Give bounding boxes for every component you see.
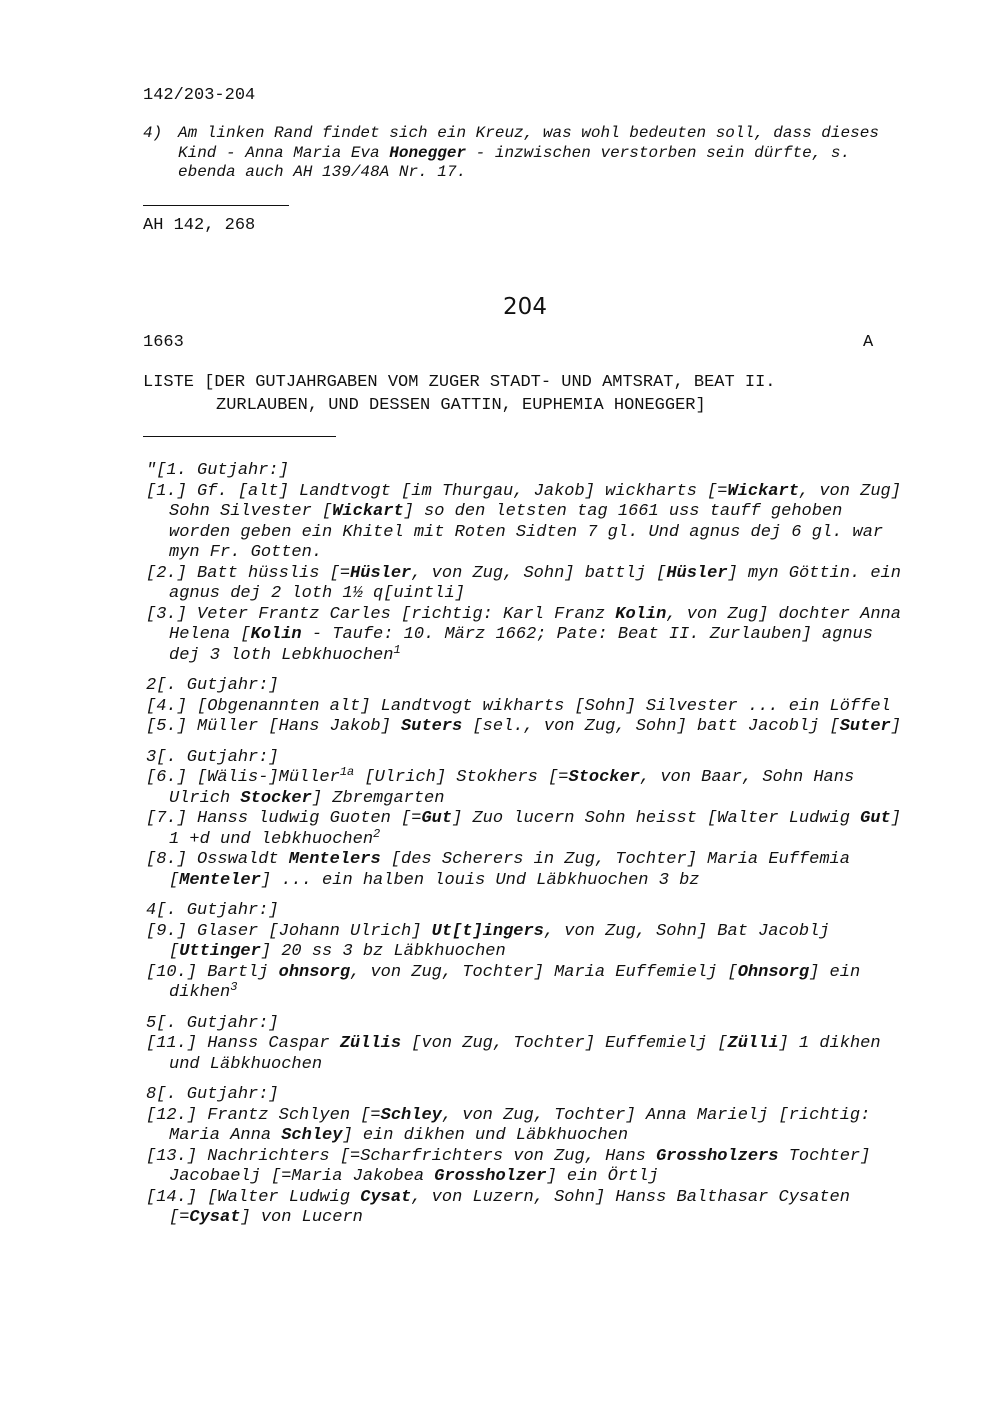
bold-name: Schley bbox=[380, 1105, 442, 1125]
text-run: [von Zug, Tochter] Euffemielj [ bbox=[401, 1034, 728, 1053]
gutjahr-section bbox=[146, 1085, 906, 1229]
bold-name: Uttinger bbox=[179, 942, 261, 961]
text-run: ] so den letsten tag 1661 uss tauff gehoben worden geben ein Khitel mit Roten Sidten 7 gl. Und agnus dej 6 gl. war myn Fr. Gotten. bbox=[169, 502, 884, 562]
bold-name: Grossholzer bbox=[434, 1167, 547, 1186]
text-run: ] ein Örtlj bbox=[546, 1167, 659, 1186]
bold-name: ohnsorg bbox=[278, 962, 351, 982]
footnote-marker: 1 bbox=[393, 642, 401, 657]
text-run: ] Zuo lucern Sohn heisst [Walter Ludwig bbox=[452, 809, 861, 828]
list-entry bbox=[146, 1188, 906, 1229]
text-run: ] Zbremgarten bbox=[311, 788, 445, 808]
text-run: , von Baar, Sohn Hans Ulrich bbox=[169, 768, 855, 808]
list-entry bbox=[146, 809, 906, 850]
section-heading: 5[. Gutjahr:] bbox=[146, 1013, 279, 1033]
text-run: [des Scherers in Zug, Tochter] Maria Euffemia [ bbox=[169, 850, 850, 890]
list-entry bbox=[146, 765, 906, 809]
list-entry bbox=[146, 605, 906, 667]
text-run: - inzwischen verstorben sein dürfte, s. ebenda auch AH 139/48A Nr. 17. bbox=[178, 143, 851, 181]
gutjahr-section bbox=[146, 676, 906, 738]
bold-name: Ut[t]ingers bbox=[431, 921, 544, 941]
text-run: [2.] Batt hüsslis [= bbox=[146, 563, 351, 583]
text-run: ] 20 ss 3 bz Läbkhuochen bbox=[260, 942, 506, 961]
text-run: , von Luzern, Sohn] Hanss Balthasar Cysaten [= bbox=[169, 1187, 850, 1227]
bold-name: Kolin bbox=[615, 604, 667, 624]
text-run: ] von Lucern bbox=[240, 1208, 363, 1227]
list-entry bbox=[146, 1106, 906, 1147]
section-heading: "[1. Gutjahr:] bbox=[146, 461, 289, 480]
footnote-marker: 3 bbox=[230, 980, 238, 994]
footnote-divider bbox=[143, 205, 289, 206]
section-heading: 4[. Gutjahr:] bbox=[146, 901, 279, 920]
gutjahr-section bbox=[146, 461, 906, 666]
text-run: [6.] [Wälis-]Müller bbox=[146, 768, 340, 787]
text-run: Am linken Rand findet sich ein Kreuz, was wohl bedeuten soll, dass dieses Kind - Anna Maria Eva bbox=[178, 124, 879, 162]
text-run: [4.] [Obgenannten alt] Landtvogt wikharts [Sohn] Silvester ... ein Löffel bbox=[146, 696, 891, 716]
text-run: [Ulrich] Stokhers [= bbox=[354, 768, 569, 787]
text-run: [9.] Glaser [Johann Ulrich] bbox=[146, 921, 432, 941]
title-divider bbox=[143, 436, 336, 437]
list-entry bbox=[146, 963, 906, 1004]
document-letter: A bbox=[863, 333, 874, 352]
bold-name: Schley bbox=[281, 1126, 343, 1145]
list-entry bbox=[146, 697, 906, 718]
list-entry bbox=[146, 482, 906, 564]
text-run: , von Zug, Sohn] Bat Jacoblj [ bbox=[169, 921, 830, 961]
text-run: , von Zug] Sohn Silvester [ bbox=[169, 481, 901, 521]
text-run: ] bbox=[890, 717, 901, 736]
gutjahr-section bbox=[146, 1014, 906, 1076]
text-run: , von Zug, Tochter] Anna Marielj [richtig: Maria Anna bbox=[169, 1105, 871, 1145]
source-reference: AH 142, 268 bbox=[143, 216, 256, 235]
bold-name: Hüsler bbox=[666, 563, 728, 583]
text-run: ] myn Göttin. ein agnus dej 2 loth 1½ q[uintli] bbox=[169, 563, 901, 603]
text-run: [12.] Frantz Schlyen [= bbox=[146, 1105, 381, 1125]
text-run: [5.] Müller [Hans Jakob] bbox=[146, 717, 402, 736]
gutjahr-section bbox=[146, 748, 906, 892]
gutjahr-section bbox=[146, 901, 906, 1004]
document-number: 204 bbox=[503, 294, 547, 320]
document-title bbox=[143, 371, 903, 417]
text-run: ] ein dikhen bbox=[169, 962, 861, 1002]
bold-name: Cysat bbox=[189, 1208, 241, 1227]
text-run: ] 1 dikhen und Läbkhuochen bbox=[169, 1034, 881, 1074]
text-run: [14.] [Walter Ludwig bbox=[146, 1187, 361, 1207]
footnote-4 bbox=[143, 124, 903, 183]
bold-name: Stocker bbox=[568, 768, 640, 787]
text-run: ] ein dikhen und Läbkhuochen bbox=[342, 1126, 629, 1145]
page-header-reference: 142/203-204 bbox=[143, 86, 256, 105]
document-year: 1663 bbox=[143, 333, 184, 352]
bold-name: Cysat bbox=[360, 1187, 412, 1207]
footnote-number: 4) bbox=[143, 124, 163, 142]
text-run: [10.] Bartlj bbox=[146, 962, 279, 982]
text-run: , von Zug, Sohn] battlj [ bbox=[411, 563, 667, 583]
section-heading: 3[. Gutjahr:] bbox=[146, 747, 279, 767]
list-entry bbox=[146, 850, 906, 891]
bold-name: Honegger bbox=[389, 143, 467, 162]
footnote-marker: 1a bbox=[339, 765, 355, 779]
bold-name: Menteler bbox=[179, 870, 261, 890]
bold-name: Stocker bbox=[240, 788, 312, 808]
text-run: [sel., von Zug, Sohn] batt Jacoblj [ bbox=[462, 717, 840, 736]
footnote-marker: 2 bbox=[373, 826, 381, 841]
bold-name: Wickart bbox=[727, 481, 799, 501]
section-heading: 2[. Gutjahr:] bbox=[146, 676, 279, 695]
text-run: Tochter] Jacobaelj [=Maria Jakobea bbox=[169, 1146, 871, 1186]
bold-name: Suters bbox=[401, 717, 463, 736]
bold-name: Mentelers bbox=[288, 850, 381, 869]
text-run: [8.] Osswaldt bbox=[146, 850, 289, 869]
bold-name: Grossholzers bbox=[656, 1146, 779, 1166]
list-entry bbox=[146, 564, 906, 605]
bold-name: Wickart bbox=[332, 502, 404, 521]
text-run: [13.] Nachrichters [=Scharfrichters von Zug, Hans bbox=[146, 1146, 657, 1166]
list-entry bbox=[146, 1034, 906, 1075]
title-line-1: LISTE [DER GUTJAHRGABEN VOM ZUGER STADT- UND AMTSRAT, BEAT II. bbox=[143, 373, 776, 392]
text-run: - Taufe: 10. März 1662; Pate: Beat II. Zurlauben] agnus dej 3 loth Lebkhuochen bbox=[169, 625, 873, 665]
gift-list bbox=[146, 461, 906, 1229]
text-run: ] ... ein halben louis Und Läbkhuochen 3 bz bbox=[260, 870, 700, 890]
bold-name: Gut bbox=[421, 809, 453, 828]
text-run: [7.] Hanss ludwig Guoten [= bbox=[146, 809, 422, 828]
text-run: [1.] Gf. [alt] Landtvogt [im Thurgau, Jakob] wickharts [= bbox=[146, 481, 728, 501]
text-run: , von Zug] dochter Anna Helena [ bbox=[169, 604, 901, 644]
list-entry bbox=[146, 922, 906, 963]
bold-name: Gut bbox=[860, 809, 891, 828]
bold-name: Zülli bbox=[727, 1034, 779, 1053]
section-heading: 8[. Gutjahr:] bbox=[146, 1085, 279, 1104]
title-line-2: ZURLAUBEN, UND DESSEN GATTIN, EUPHEMIA HONEGGER] bbox=[216, 396, 706, 415]
list-entry bbox=[146, 717, 906, 738]
bold-name: Suter bbox=[839, 717, 891, 736]
bold-name: Kolin bbox=[250, 625, 302, 644]
text-run: ] 1 +d und lebkhuochen bbox=[169, 809, 901, 849]
text-run: [3.] Veter Frantz Carles [richtig: Karl Franz bbox=[146, 604, 616, 624]
footnote-text bbox=[178, 124, 903, 183]
text-run: [11.] Hanss Caspar bbox=[146, 1034, 340, 1053]
text-run: , von Zug, Tochter] Maria Euffemielj [ bbox=[350, 962, 738, 982]
bold-name: Züllis bbox=[339, 1034, 402, 1053]
bold-name: Ohnsorg bbox=[737, 962, 810, 982]
list-entry bbox=[146, 1147, 906, 1188]
bold-name: Hüsler bbox=[350, 563, 412, 583]
